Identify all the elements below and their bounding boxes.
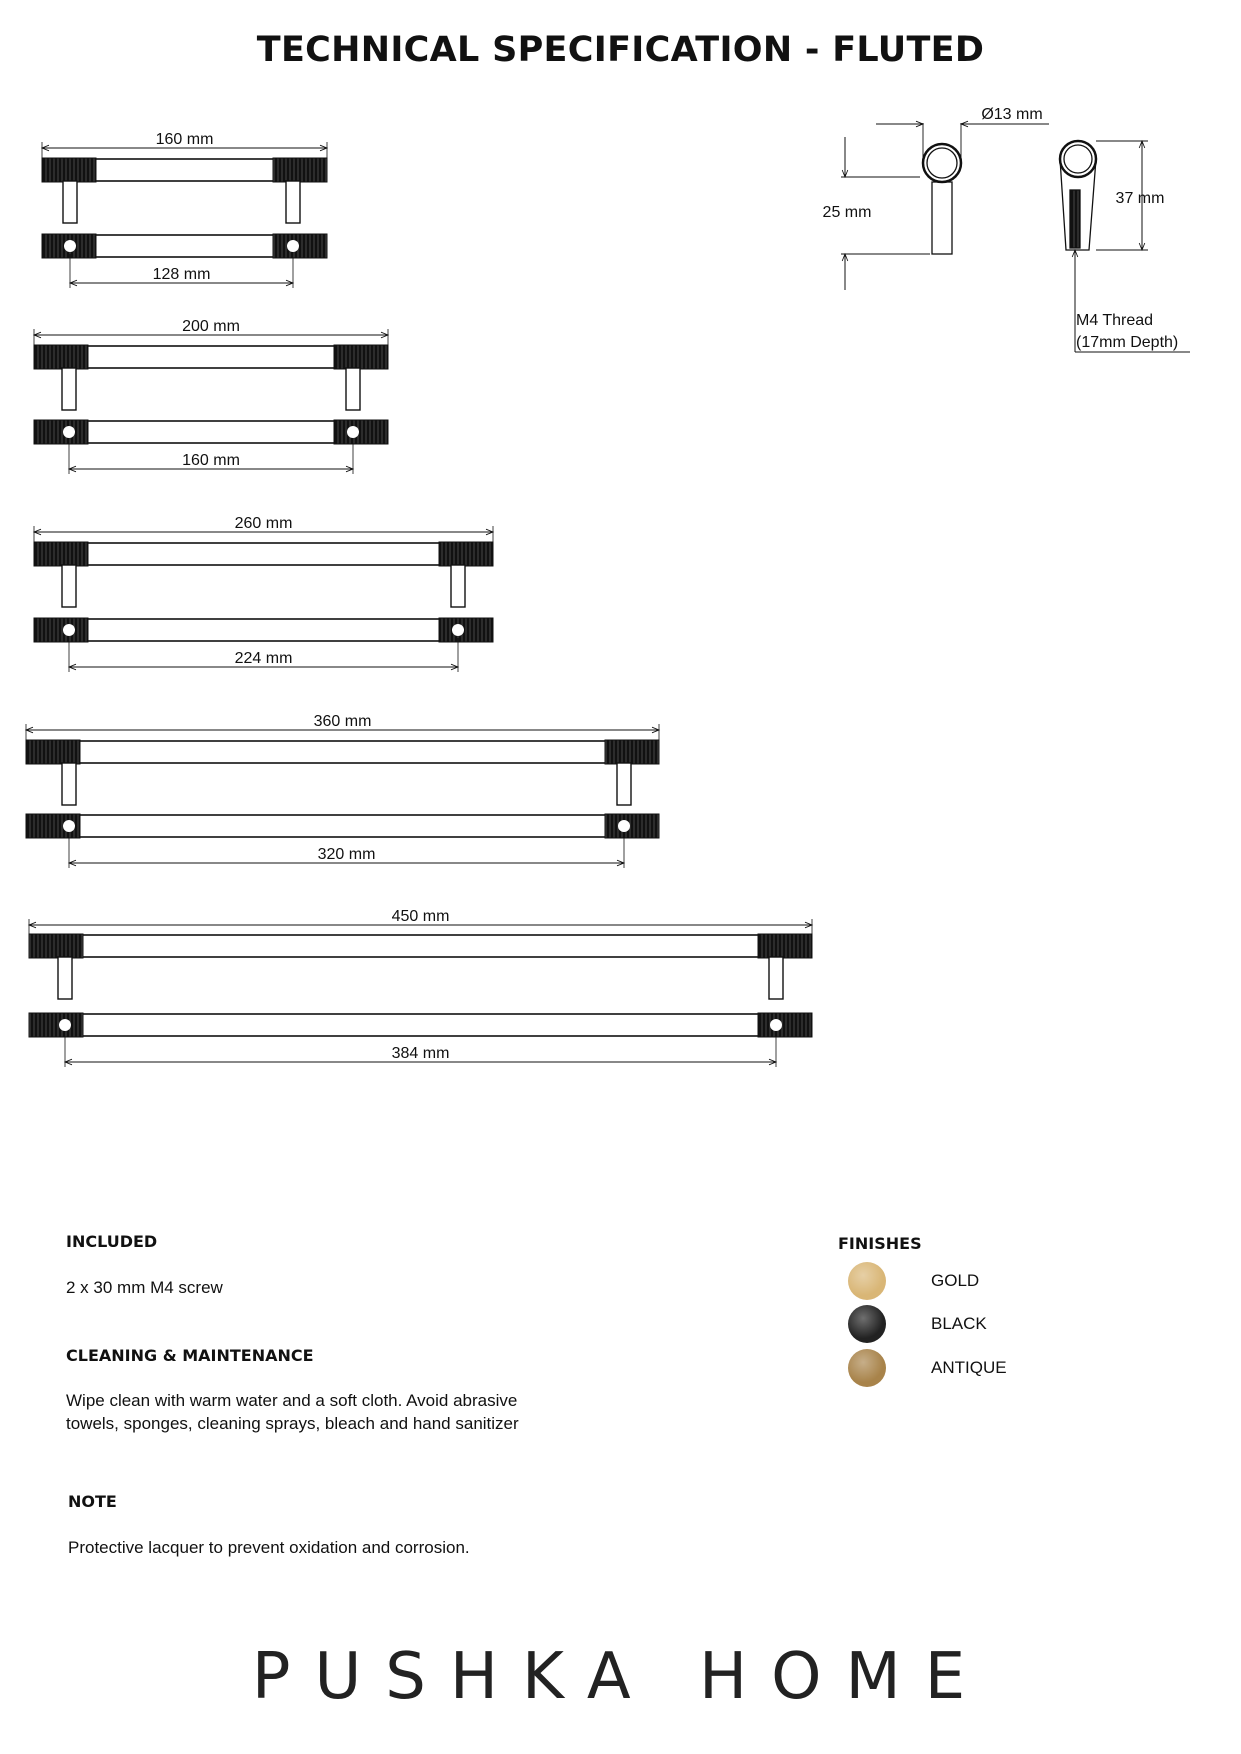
fixing-hole-icon bbox=[287, 240, 299, 252]
note-text: Protective lacquer to prevent oxidation and corrosion. bbox=[68, 1538, 470, 1557]
fixing-hole-icon bbox=[64, 240, 76, 252]
centres-length-label: 384 mm bbox=[391, 1045, 450, 1062]
cleaning-heading: CLEANING & MAINTENANCE bbox=[66, 1346, 314, 1365]
page-title: TECHNICAL SPECIFICATION - FLUTED bbox=[256, 30, 985, 70]
black-swatch-icon bbox=[848, 1305, 886, 1343]
right-end-cap bbox=[605, 814, 659, 838]
right-end-cap bbox=[334, 345, 388, 369]
note-heading: NOTE bbox=[68, 1492, 117, 1511]
centres-length-label: 128 mm bbox=[152, 266, 211, 283]
fixing-hole-icon bbox=[770, 1019, 782, 1031]
included-text: 2 x 30 mm M4 screw bbox=[66, 1278, 223, 1297]
handle-front-bar bbox=[78, 741, 607, 763]
right-end-cap bbox=[758, 1013, 812, 1037]
side-view-inner-circle bbox=[1064, 145, 1092, 173]
handle-front-bar bbox=[81, 935, 760, 957]
fixing-hole-icon bbox=[618, 820, 630, 832]
finish-label: BLACK bbox=[931, 1314, 987, 1333]
left-post bbox=[63, 181, 77, 223]
height-label: 37 mm bbox=[1115, 190, 1165, 207]
thread-label-line2: (17mm Depth) bbox=[1076, 334, 1179, 351]
fixing-hole-icon bbox=[63, 820, 75, 832]
left-post bbox=[62, 565, 76, 607]
cleaning-text-line1: Wipe clean with warm water and a soft cloth. Avoid abrasive bbox=[66, 1391, 518, 1410]
fixing-hole-icon bbox=[63, 624, 75, 636]
diameter-label: Ø13 mm bbox=[981, 106, 1043, 123]
projection-label: 25 mm bbox=[822, 204, 872, 221]
centres-length-label: 224 mm bbox=[234, 650, 293, 667]
thread-hole bbox=[1070, 190, 1080, 248]
finish-black bbox=[848, 1305, 1148, 1345]
finish-label: ANTIQUE bbox=[931, 1358, 1007, 1377]
finish-gold bbox=[848, 1262, 1148, 1302]
right-post bbox=[451, 565, 465, 607]
cleaning-text-line2: towels, sponges, cleaning sprays, bleach and hand sanitizer bbox=[66, 1414, 519, 1433]
right-post bbox=[769, 957, 783, 999]
right-end-cap bbox=[334, 420, 388, 444]
finish-antique bbox=[848, 1349, 1148, 1389]
handle-front-bar bbox=[86, 346, 336, 368]
fixing-hole-icon bbox=[63, 426, 75, 438]
centres-length-label: 320 mm bbox=[317, 846, 376, 863]
right-post bbox=[617, 763, 631, 805]
right-end-cap bbox=[273, 158, 327, 182]
gold-swatch-icon bbox=[848, 1262, 886, 1300]
left-post bbox=[62, 763, 76, 805]
handle-front-bar bbox=[94, 159, 275, 181]
brand-logo: PUSHKA HOME bbox=[251, 1640, 990, 1714]
finishes-list bbox=[848, 1262, 1168, 1402]
left-end-cap bbox=[34, 618, 88, 642]
handle-back-bar bbox=[81, 1014, 760, 1036]
left-post bbox=[58, 957, 72, 999]
handle-drawings bbox=[26, 131, 812, 1067]
end-view-circle bbox=[923, 144, 961, 182]
finishes-heading: FINISHES bbox=[838, 1234, 922, 1253]
right-post bbox=[286, 181, 300, 223]
side-view-circle bbox=[1060, 141, 1096, 177]
overall-length-label: 450 mm bbox=[391, 908, 450, 925]
left-end-cap bbox=[34, 542, 88, 566]
left-end-cap bbox=[34, 345, 88, 369]
left-end-cap bbox=[42, 158, 96, 182]
antique-swatch-icon bbox=[848, 1349, 886, 1387]
right-end-cap bbox=[439, 618, 493, 642]
left-end-cap bbox=[34, 420, 88, 444]
centres-length-label: 160 mm bbox=[182, 452, 240, 469]
handle-back-bar bbox=[94, 235, 275, 257]
right-end-cap bbox=[605, 740, 659, 764]
handle-front-bar bbox=[86, 543, 441, 565]
fixing-hole-icon bbox=[347, 426, 359, 438]
overall-length-label: 160 mm bbox=[155, 131, 214, 148]
left-end-cap bbox=[29, 934, 83, 958]
fixing-hole-icon bbox=[452, 624, 464, 636]
handle-back-bar bbox=[78, 815, 607, 837]
included-heading: INCLUDED bbox=[66, 1232, 158, 1251]
right-end-cap bbox=[439, 542, 493, 566]
handle-back-bar bbox=[86, 619, 441, 641]
finish-label: GOLD bbox=[931, 1271, 980, 1290]
left-end-cap bbox=[29, 1013, 83, 1037]
right-end-cap bbox=[758, 934, 812, 958]
fixing-hole-icon bbox=[59, 1019, 71, 1031]
right-end-cap bbox=[273, 234, 327, 258]
end-view-post bbox=[932, 182, 952, 254]
handle-back-bar bbox=[86, 421, 336, 443]
overall-length-label: 260 mm bbox=[234, 515, 293, 532]
thread-label-line1: M4 Thread bbox=[1076, 312, 1154, 329]
right-post bbox=[346, 368, 360, 410]
end-view-inner-circle bbox=[927, 148, 957, 178]
left-end-cap bbox=[26, 740, 80, 764]
overall-length-label: 360 mm bbox=[313, 713, 372, 730]
overall-length-label: 200 mm bbox=[182, 318, 240, 335]
left-post bbox=[62, 368, 76, 410]
